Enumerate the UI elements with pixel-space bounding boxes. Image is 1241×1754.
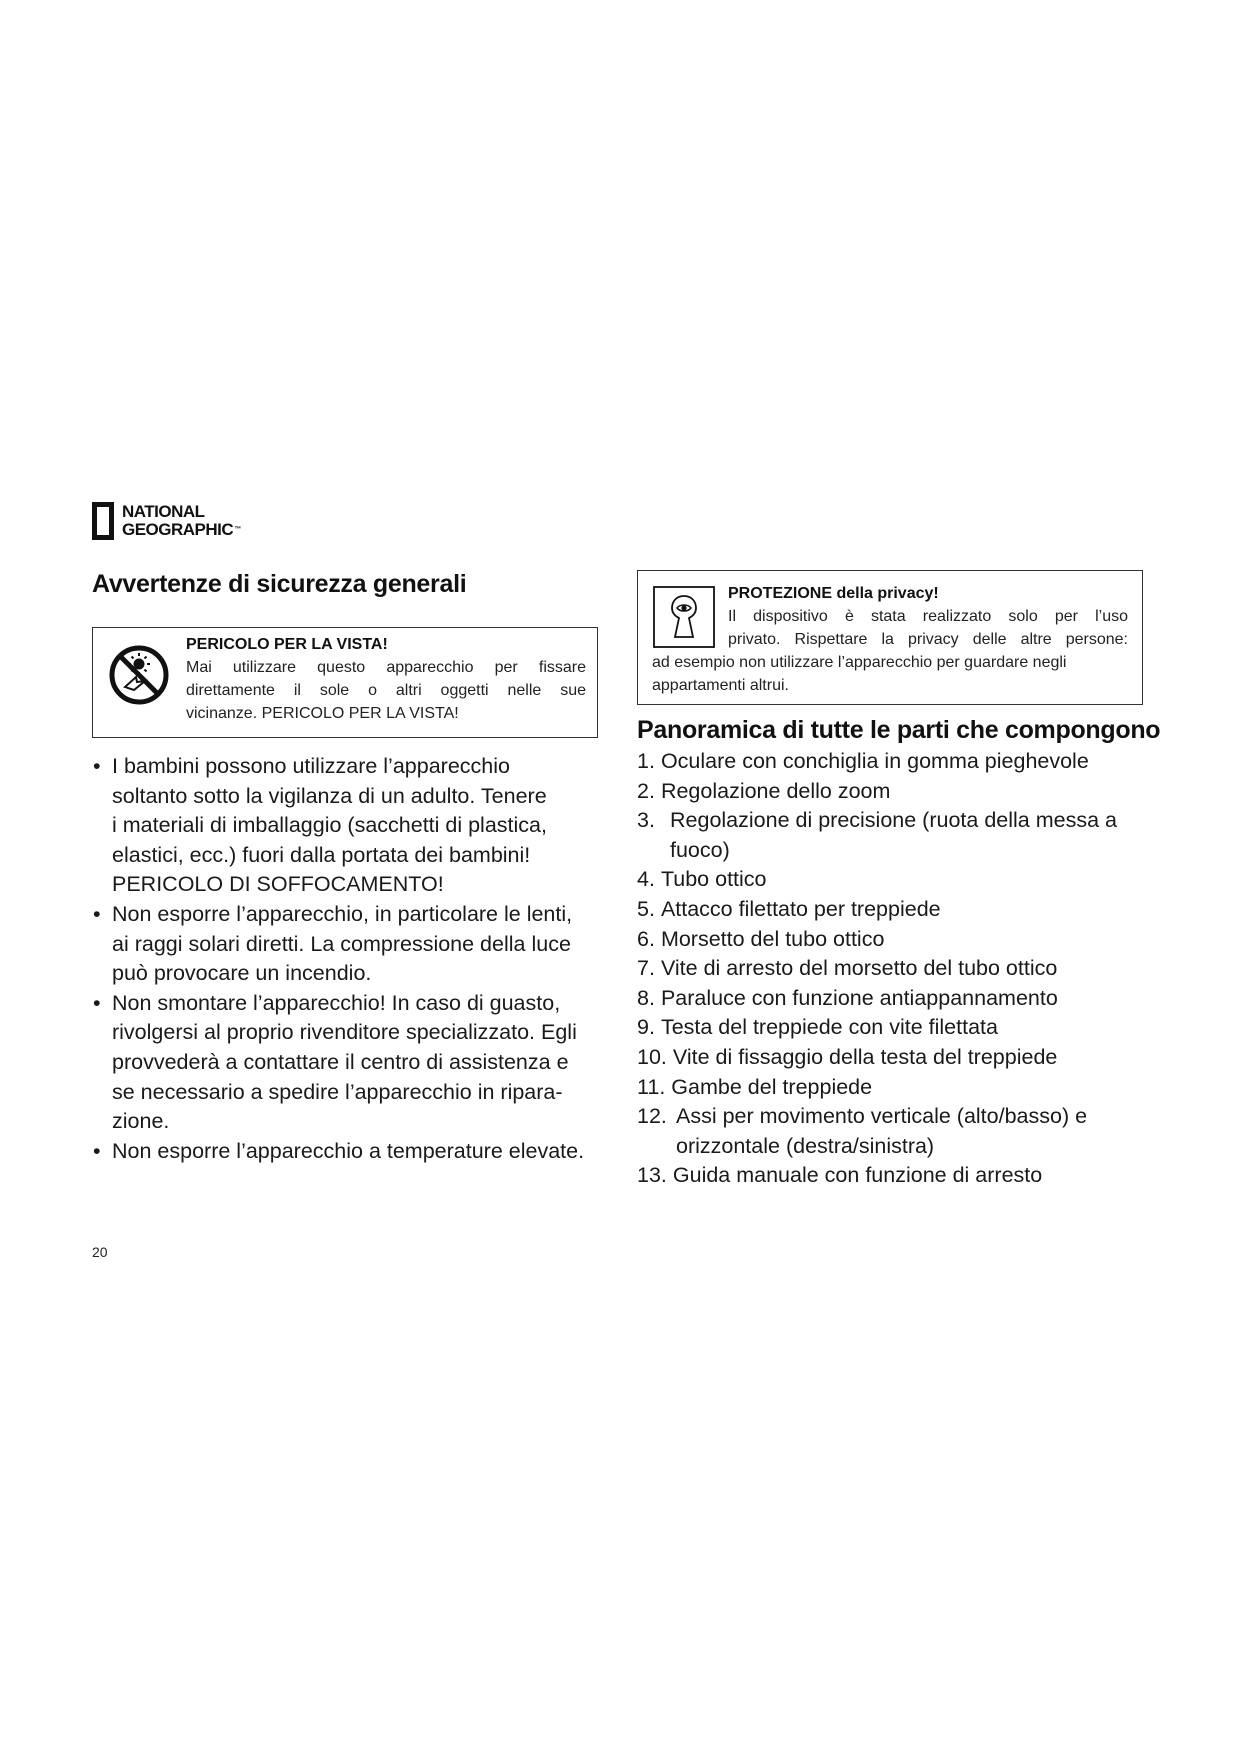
eye-danger-heading: PERICOLO PER LA VISTA!: [186, 636, 388, 653]
logo-trademark: ™: [234, 526, 241, 533]
parts-title: Panoramica di tutte le parti che compongono: [637, 716, 1161, 744]
list-item: [637, 777, 1143, 807]
list-item: [637, 1161, 1143, 1191]
privacy-box: [637, 570, 1143, 705]
list-item: [637, 865, 1143, 895]
item-number: 4.: [637, 867, 655, 892]
list-item: [92, 1137, 612, 1167]
item-number: 3.: [637, 808, 655, 833]
bullet-line: I bambini possono utilizzare l’apparecchio: [112, 754, 510, 778]
item-number: 13.: [637, 1163, 667, 1188]
bullet-line: zione.: [112, 1109, 170, 1134]
bullet-line: PERICOLO DI SOFFOCAMENTO!: [112, 872, 444, 897]
list-item: [637, 1013, 1143, 1043]
list-item: [637, 925, 1143, 955]
item-text: Vite di fissaggio della testa del treppiede: [672, 1044, 1058, 1069]
item-text: Tubo ottico: [660, 867, 767, 892]
bullet-line: rivolgersi al proprio rivenditore specializzato. Egli: [112, 1020, 577, 1045]
privacy-text-2: privato. Rispettare la privacy delle altre persone:: [728, 631, 1128, 648]
parts-list: [637, 747, 1143, 1191]
eye-danger-text-2: direttamente il sole o altri oggetti nelle sue: [186, 682, 586, 699]
bullet-dot: •: [93, 754, 101, 778]
privacy-text-1: Il dispositivo è stata realizzato solo per l’uso: [728, 608, 1128, 625]
item-text: fuoco): [670, 837, 730, 862]
item-text: Gambe del treppiede: [671, 1074, 873, 1099]
bullet-line: Non smontare l’apparecchio! In caso di guasto,: [112, 990, 561, 1015]
item-text: Testa del treppiede con vite filettata: [660, 1015, 998, 1040]
no-sun-viewing-icon: [107, 643, 171, 712]
item-text: Oculare con conchiglia in gomma pieghevole: [660, 749, 1089, 773]
bullet-line: può provocare un incendio.: [112, 961, 372, 986]
item-number: 6.: [637, 926, 655, 951]
bullet-line: Non esporre l’apparecchio a temperature elevate.: [112, 1138, 585, 1163]
item-text: Assi per movimento verticale (alto/basso) e: [676, 1104, 1088, 1129]
logo-wordmark: [122, 503, 241, 539]
item-text: Vite di arresto del morsetto del tubo ottico: [660, 956, 1058, 981]
privacy-heading: PROTEZIONE della privacy!: [728, 585, 939, 602]
item-number: 7.: [637, 956, 655, 981]
logo-yellow-frame-mark: [92, 502, 114, 540]
item-number: 5.: [637, 896, 655, 921]
eye-danger-text-3: vicinanze. PERICOLO PER LA VISTA!: [186, 705, 459, 722]
item-number: 12.: [637, 1104, 667, 1129]
list-item: [92, 989, 612, 1137]
privacy-text-3: ad esempio non utilizzare l’apparecchio per guardare negli: [652, 654, 1067, 671]
list-item: [637, 806, 1143, 865]
list-item: [637, 895, 1143, 925]
page-number: 20: [92, 1244, 108, 1260]
item-text: Guida manuale con funzione di arresto: [672, 1163, 1043, 1188]
bullet-dot: •: [93, 990, 101, 1015]
item-number: 1.: [637, 749, 655, 773]
item-number: 9.: [637, 1015, 655, 1040]
item-text: Attacco filettato per treppiede: [660, 896, 941, 921]
item-number: 11.: [637, 1074, 666, 1099]
bullet-dot: •: [93, 901, 101, 926]
list-item: [637, 1102, 1143, 1161]
bullet-line: elastici, ecc.) fuori dalla portata dei bambini!: [112, 842, 531, 867]
list-item: [92, 900, 612, 989]
list-item: [637, 1043, 1143, 1073]
item-number: 2.: [637, 778, 655, 803]
item-number: 10.: [637, 1044, 667, 1069]
eye-danger-box: [92, 627, 598, 738]
item-text: Regolazione dello zoom: [660, 778, 891, 803]
list-item: [637, 747, 1143, 777]
privacy-text-4: appartamenti altrui.: [652, 677, 789, 694]
item-text: Morsetto del tubo ottico: [660, 926, 885, 951]
list-item: [637, 984, 1143, 1014]
bullet-line: soltanto sotto la vigilanza di un adulto. Tenere: [112, 783, 547, 808]
bullet-line: se necessario a spedire l’apparecchio in ripara-: [112, 1079, 563, 1104]
item-text: Paraluce con funzione antiappannamento: [660, 985, 1058, 1010]
item-number: 8.: [637, 985, 655, 1010]
bullet-line: provvederà a contattare il centro di assistenza e: [112, 1049, 569, 1074]
bullet-line: ai raggi solari diretti. La compressione della luce: [112, 931, 571, 956]
item-text: orizzontale (destra/sinistra): [676, 1133, 935, 1158]
list-item: [92, 752, 612, 900]
bullet-line: i materiali di imballaggio (sacchetti di plastica,: [112, 813, 547, 838]
bullet-line: Non esporre l’apparecchio, in particolare le lenti,: [112, 901, 573, 926]
list-item: [637, 954, 1143, 984]
bullet-dot: •: [93, 1138, 101, 1163]
safety-title: Avvertenze di sicurezza generali: [92, 570, 467, 598]
national-geographic-logo: [92, 502, 241, 540]
logo-line2: GEOGRAPHIC: [122, 520, 234, 539]
safety-bullet-list: [92, 752, 612, 1166]
logo-line1: NATIONAL: [122, 502, 205, 521]
list-item: [637, 1073, 1143, 1103]
eye-danger-text-1: Mai utilizzare questo apparecchio per fissare: [186, 659, 586, 676]
item-text: Regolazione di precisione (ruota della messa a: [670, 808, 1117, 833]
